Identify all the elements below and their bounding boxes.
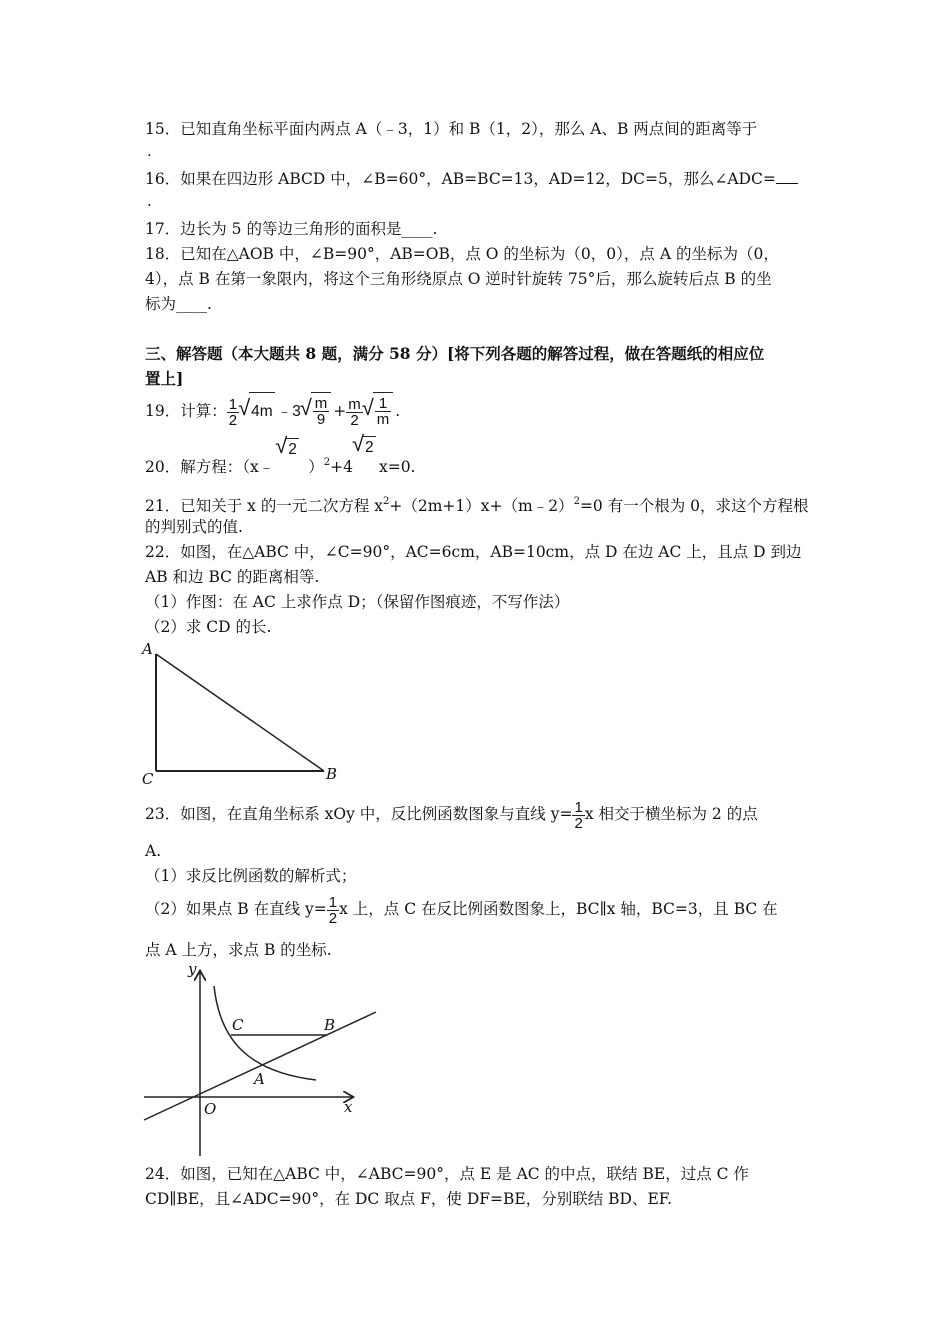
q22-triangle-figure xyxy=(138,638,348,788)
q20-plus4: +4 xyxy=(330,458,353,476)
q21-text-a: 21．已知关于 x 的一元二次方程 x xyxy=(145,497,383,515)
q23-frac1: $\frac{1}{2}$ xyxy=(574,798,583,832)
q19-minus: ﹣3 xyxy=(276,403,301,420)
q22-side-ab xyxy=(156,654,324,771)
q18-line3: 标为____. xyxy=(145,295,212,313)
q20-sqrt2-wrap xyxy=(353,439,379,472)
q18-line1: 18．已知在△AOB 中，∠B=90°，AB=OB，点 O 的坐标为（0，0），点 A 的坐标为（0， xyxy=(145,245,779,263)
q20-prefix: 20．解方程：（x﹣ xyxy=(145,458,275,476)
q23-label-c: C xyxy=(232,1016,244,1034)
q15-line1: 15．已知直角坐标平面内两点 A（﹣3，1）和 B（1，2），那么 A、B 两点间的距离等于 xyxy=(145,120,758,138)
q20-end: x=0. xyxy=(378,458,416,476)
q23-coordinate-figure xyxy=(140,962,380,1162)
q19-end: . xyxy=(395,402,401,420)
q20-mid: ） xyxy=(308,458,324,476)
q23-label-a: A xyxy=(254,1070,265,1088)
q23-text-c: （2）如果点 B 在直线 y= xyxy=(145,900,327,918)
q23-line5: 点 A 上方，求点 B 的坐标. xyxy=(145,941,332,959)
q23-line2: A. xyxy=(145,842,162,860)
q19-sqrt3: √ $\frac{1}{m}$ xyxy=(363,392,394,431)
q20-sqrt1: √ 2 xyxy=(276,438,299,461)
q22-line1: 22．如图，在△ABC 中，∠C=90°，AC=6cm，AB=10cm，点 D 在边 AC 上，且点 D 到边 xyxy=(145,543,802,561)
q23-label-x: x xyxy=(344,1098,353,1116)
q19-plus: + xyxy=(333,402,347,420)
q23-label-y: y xyxy=(188,962,197,978)
q23-text-b: x 相交于横坐标为 2 的点 xyxy=(584,805,758,823)
q16-blank xyxy=(776,167,798,184)
q19-frac3: $\frac{m}{2}$ xyxy=(348,395,361,429)
q23-line1 xyxy=(145,796,758,832)
q19 xyxy=(145,392,400,431)
q22-label-b: B xyxy=(326,765,338,783)
q19-frac1: $\frac{1}{2}$ xyxy=(228,395,238,429)
q18-line2: 4），点 B 在第一象限内，将这个三角形绕原点 O 逆时针旋转 75°后，那么旋转后点 B 的坐 xyxy=(145,270,772,288)
q22-line4: （2）求 CD 的长. xyxy=(145,618,272,636)
q23-line-y-half-x xyxy=(144,1012,376,1120)
q19-sqrt1: √ 4m xyxy=(239,392,275,431)
q20 xyxy=(145,439,416,478)
q23-line4 xyxy=(145,891,778,927)
q19-prefix: 19．计算： xyxy=(145,402,227,420)
q19-sqrt2: √ $\frac{m}{9}$ xyxy=(301,392,332,431)
q21-line1 xyxy=(145,491,809,517)
q23-line3: （1）求反比例函数的解析式； xyxy=(145,867,357,885)
q20-sqrt2: √ 2 xyxy=(353,436,376,459)
q22-line2: AB 和边 BC 的距离相等. xyxy=(145,568,320,586)
q23-hyperbola xyxy=(214,986,316,1080)
q23-label-o: O xyxy=(204,1100,217,1118)
q24-line1: 24．如图，已知在△ABC 中，∠ABC=90°，点 E 是 AC 的中点，联结 BE，过点 C 作 xyxy=(145,1165,749,1183)
q24-line2: CD∥BE，且∠ADC=90°，在 DC 取点 F，使 DF=BE，分别联结 BD、EF. xyxy=(145,1190,673,1208)
q20-sup: 2 xyxy=(323,457,331,468)
q16-text: 16．如果在四边形 ABCD 中，∠B=60°，AB=BC=13，AD=12，DC=5，那么∠ADC= xyxy=(145,170,776,188)
q21-text-b: +（2m+1）x+（m﹣2） xyxy=(389,497,574,515)
q21-sup2: 2 xyxy=(573,496,580,507)
q23-frac2: $\frac{1}{2}$ xyxy=(328,893,338,927)
q16-line1 xyxy=(145,167,798,190)
q17-line1: 17．边长为 5 的等边三角形的面积是____. xyxy=(145,220,438,238)
q21-text-c: =0 有一个根为 0，求这个方程根 xyxy=(579,497,809,515)
q22-line3: （1）作图：在 AC 上求作点 D；（保留作图痕迹，不写作法） xyxy=(145,593,570,611)
q23-text-d: x 上，点 C 在反比例函数图象上，BC∥x 轴，BC=3，且 BC 在 xyxy=(339,900,778,918)
q16-line2: . xyxy=(147,192,152,210)
q22-label-a: A xyxy=(142,640,153,658)
section3-heading-line1: 三、解答题（本大题共 8 题，满分 58 分）[将下列各题的解答过程，做在答题纸的相应位 xyxy=(145,344,765,363)
q15-line2: . xyxy=(147,142,152,160)
q21-sup1: 2 xyxy=(383,496,390,507)
q21-line2: 的判别式的值. xyxy=(145,518,243,536)
section3-heading-line2: 置上] xyxy=(145,369,184,388)
q23-label-b: B xyxy=(324,1016,336,1034)
q22-label-c: C xyxy=(142,770,154,788)
q23-text-a: 23．如图，在直角坐标系 xOy 中，反比例函数图象与直线 y= xyxy=(145,805,573,823)
q20-sqrt1-wrap xyxy=(274,441,308,472)
